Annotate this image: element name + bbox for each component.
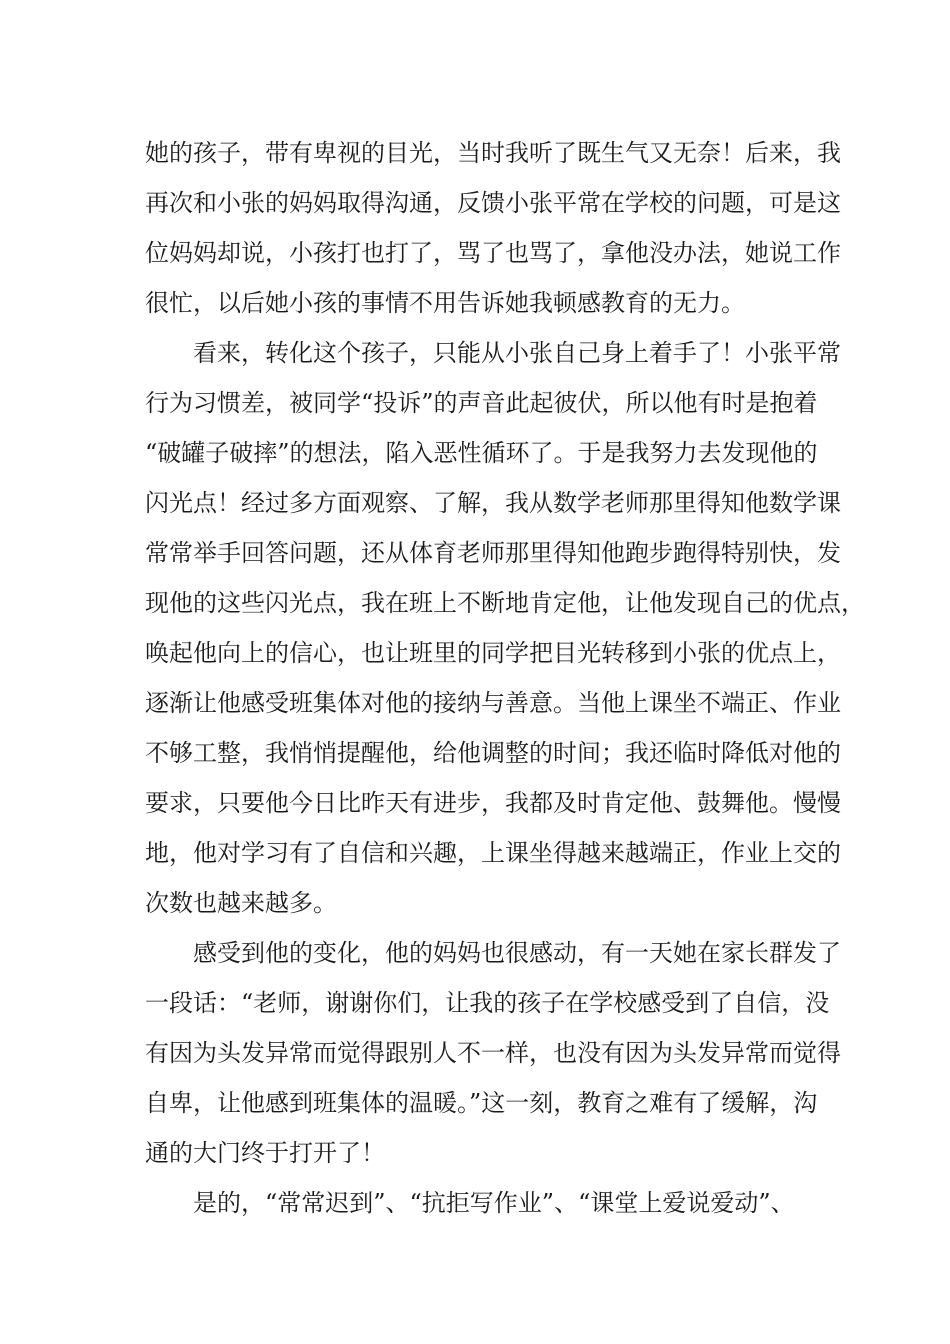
text-line: 再次和小张的妈妈取得沟通，反馈小张平常在学校的问题，可是这 xyxy=(145,189,841,217)
text-line: 唤起他向上的信心，也让班里的同学把目光转移到小张的优点上， xyxy=(145,639,841,667)
text-line: “破罐子破摔”的想法，陷入恶性循环了。于是我努力去发现他的 xyxy=(145,439,818,467)
text-line: 常常举手回答问题，还从体育老师那里得知他跑步跑得特别快，发 xyxy=(145,539,841,567)
text-line: 一段话：“老师，谢谢你们，让我的孩子在学校感受到了自信，没 xyxy=(145,989,830,1017)
text-line: 闪光点！经过多方面观察、了解，我从数学老师那里得知他数学课 xyxy=(145,489,841,517)
text-line: 她的孩子，带有卑视的目光，当时我听了既生气又无奈！后来，我 xyxy=(145,139,841,167)
text-line: 逐渐让他感受班集体对他的接纳与善意。当他上课坐不端正、作业 xyxy=(145,689,841,717)
paragraph-start-line: 是的，“常常迟到”、“抗拒写作业”、“课堂上爱说爱动”、 xyxy=(193,1189,795,1217)
text-line: 位妈妈却说，小孩打也打了，骂了也骂了，拿他没办法，她说工作 xyxy=(145,239,841,267)
text-line: 不够工整，我悄悄提醒他，给他调整的时间；我还临时降低对他的 xyxy=(145,739,841,767)
text-line: 现他的这些闪光点，我在班上不断地肯定他，让他发现自己的优点， xyxy=(145,589,865,617)
text-line: 地，他对学习有了自信和兴趣，上课坐得越来越端正，作业上交的 xyxy=(145,839,841,867)
text-line: 很忙，以后她小孩的事情不用告诉她我顿感教育的无力。 xyxy=(145,289,745,317)
text-line: 次数也越来越多。 xyxy=(145,889,337,917)
text-line: 行为习惯差，被同学“投诉”的声音此起彼伏，所以他有时是抱着 xyxy=(145,389,818,417)
paragraph-start-line: 看来，转化这个孩子，只能从小张自己身上着手了！小张平常 xyxy=(193,339,841,367)
text-line: 自卑，让他感到班集体的温暖。”这一刻，教育之难有了缓解，沟 xyxy=(145,1089,818,1117)
document-body xyxy=(145,128,865,1228)
text-line: 通的大门终于打开了！ xyxy=(145,1139,385,1167)
text-line: 要求，只要他今日比昨天有进步，我都及时肯定他、鼓舞他。慢慢 xyxy=(145,789,841,817)
text-line: 有因为头发异常而觉得跟别人不一样，也没有因为头发异常而觉得 xyxy=(145,1039,841,1067)
paragraph-start-line: 感受到他的变化，他的妈妈也很感动，有一天她在家长群发了 xyxy=(193,939,841,967)
